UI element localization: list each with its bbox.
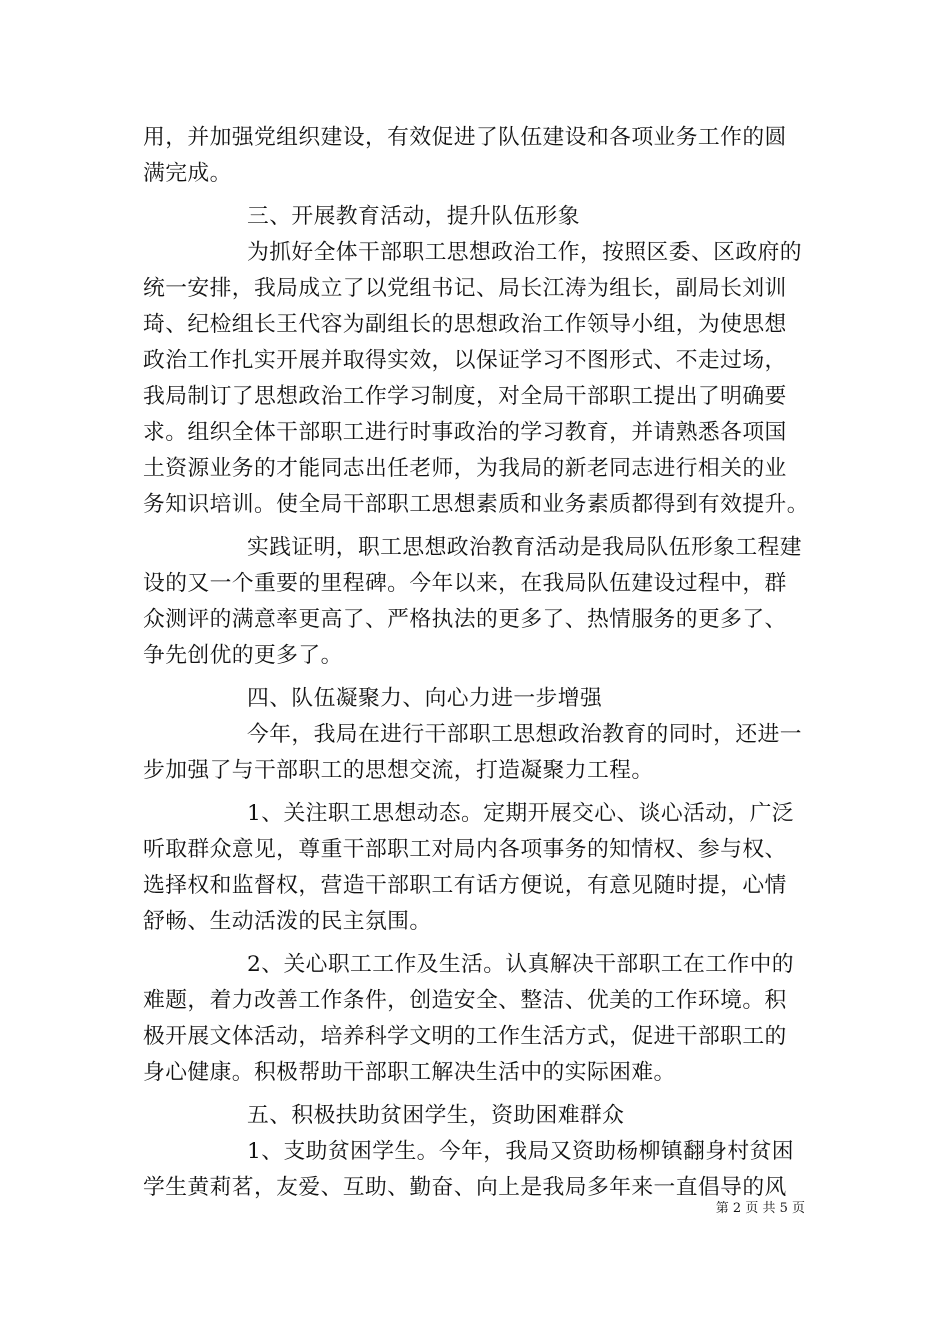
paragraph-start: 为抓好全体干部职工思想政治工作，按照区委、区政府的	[247, 240, 802, 265]
text-line: 学生黄莉茗，友爱、互助、勤奋、向上是我局多年来一直倡导的风	[143, 1175, 787, 1200]
section-heading: 四、队伍凝聚力、向心力进一步增强	[247, 686, 603, 711]
paragraph-start: 今年，我局在进行干部职工思想政治教育的同时，还进一	[247, 722, 802, 747]
text-line: 听取群众意见，尊重干部职工对局内各项事务的知情权、参与权、	[143, 837, 787, 862]
text-line: 众测评的满意率更高了、严格执法的更多了、热情服务的更多了、	[143, 607, 787, 632]
section-heading: 五、积极扶助贫困学生，资助困难群众	[247, 1103, 625, 1128]
paragraph-start: 1、关注职工思想动态。定期开展交心、谈心活动，广泛	[247, 801, 794, 826]
paragraph-start: 实践证明，职工思想政治教育活动是我局队伍形象工程建	[247, 535, 802, 560]
text-line: 务知识培训。使全局干部职工思想素质和业务素质都得到有效提升。	[143, 492, 809, 517]
text-line: 争先创优的更多了。	[143, 643, 343, 668]
text-line: 舒畅、生动活泼的民主氛围。	[143, 909, 432, 934]
text-line: 身心健康。积极帮助干部职工解决生活中的实际困难。	[143, 1060, 676, 1085]
paragraph-start: 2、关心职工工作及生活。认真解决干部职工在工作中的	[247, 952, 794, 977]
text-line: 设的又一个重要的里程碑。今年以来，在我局队伍建设过程中，群	[143, 571, 787, 596]
text-line: 用，并加强党组织建设，有效促进了队伍建设和各项业务工作的圆	[143, 125, 787, 150]
text-line: 极开展文体活动，培养科学文明的工作生活方式，促进干部职工的	[143, 1024, 787, 1049]
text-line: 选择权和监督权，营造干部职工有话方便说，有意见随时提，心情	[143, 873, 787, 898]
text-line: 琦、纪检组长王代容为副组长的思想政治工作领导小组，为使思想	[143, 312, 787, 337]
text-line: 我局制订了思想政治工作学习制度，对全局干部职工提出了明确要	[143, 384, 787, 409]
text-line: 步加强了与干部职工的思想交流，打造凝聚力工程。	[143, 758, 654, 783]
paragraph-start: 1、支助贫困学生。今年，我局又资助杨柳镇翻身村贫困	[247, 1139, 794, 1164]
text-line: 满完成。	[143, 161, 232, 186]
page-number: 第 2 页 共 5 页	[715, 1201, 805, 1216]
text-line: 求。组织全体干部职工进行时事政治的学习教育，并请熟悉各项国	[143, 420, 787, 445]
section-heading: 三、开展教育活动，提升队伍形象	[247, 204, 580, 229]
text-line: 土资源业务的才能同志出任老师，为我局的新老同志进行相关的业	[143, 456, 787, 481]
text-line: 难题，着力改善工作条件，创造安全、整洁、优美的工作环境。积	[143, 988, 787, 1013]
text-line: 政治工作扎实开展并取得实效，以保证学习不图形式、不走过场，	[143, 348, 787, 373]
text-line: 统一安排，我局成立了以党组书记、局长江涛为组长，副局长刘训	[143, 276, 787, 301]
